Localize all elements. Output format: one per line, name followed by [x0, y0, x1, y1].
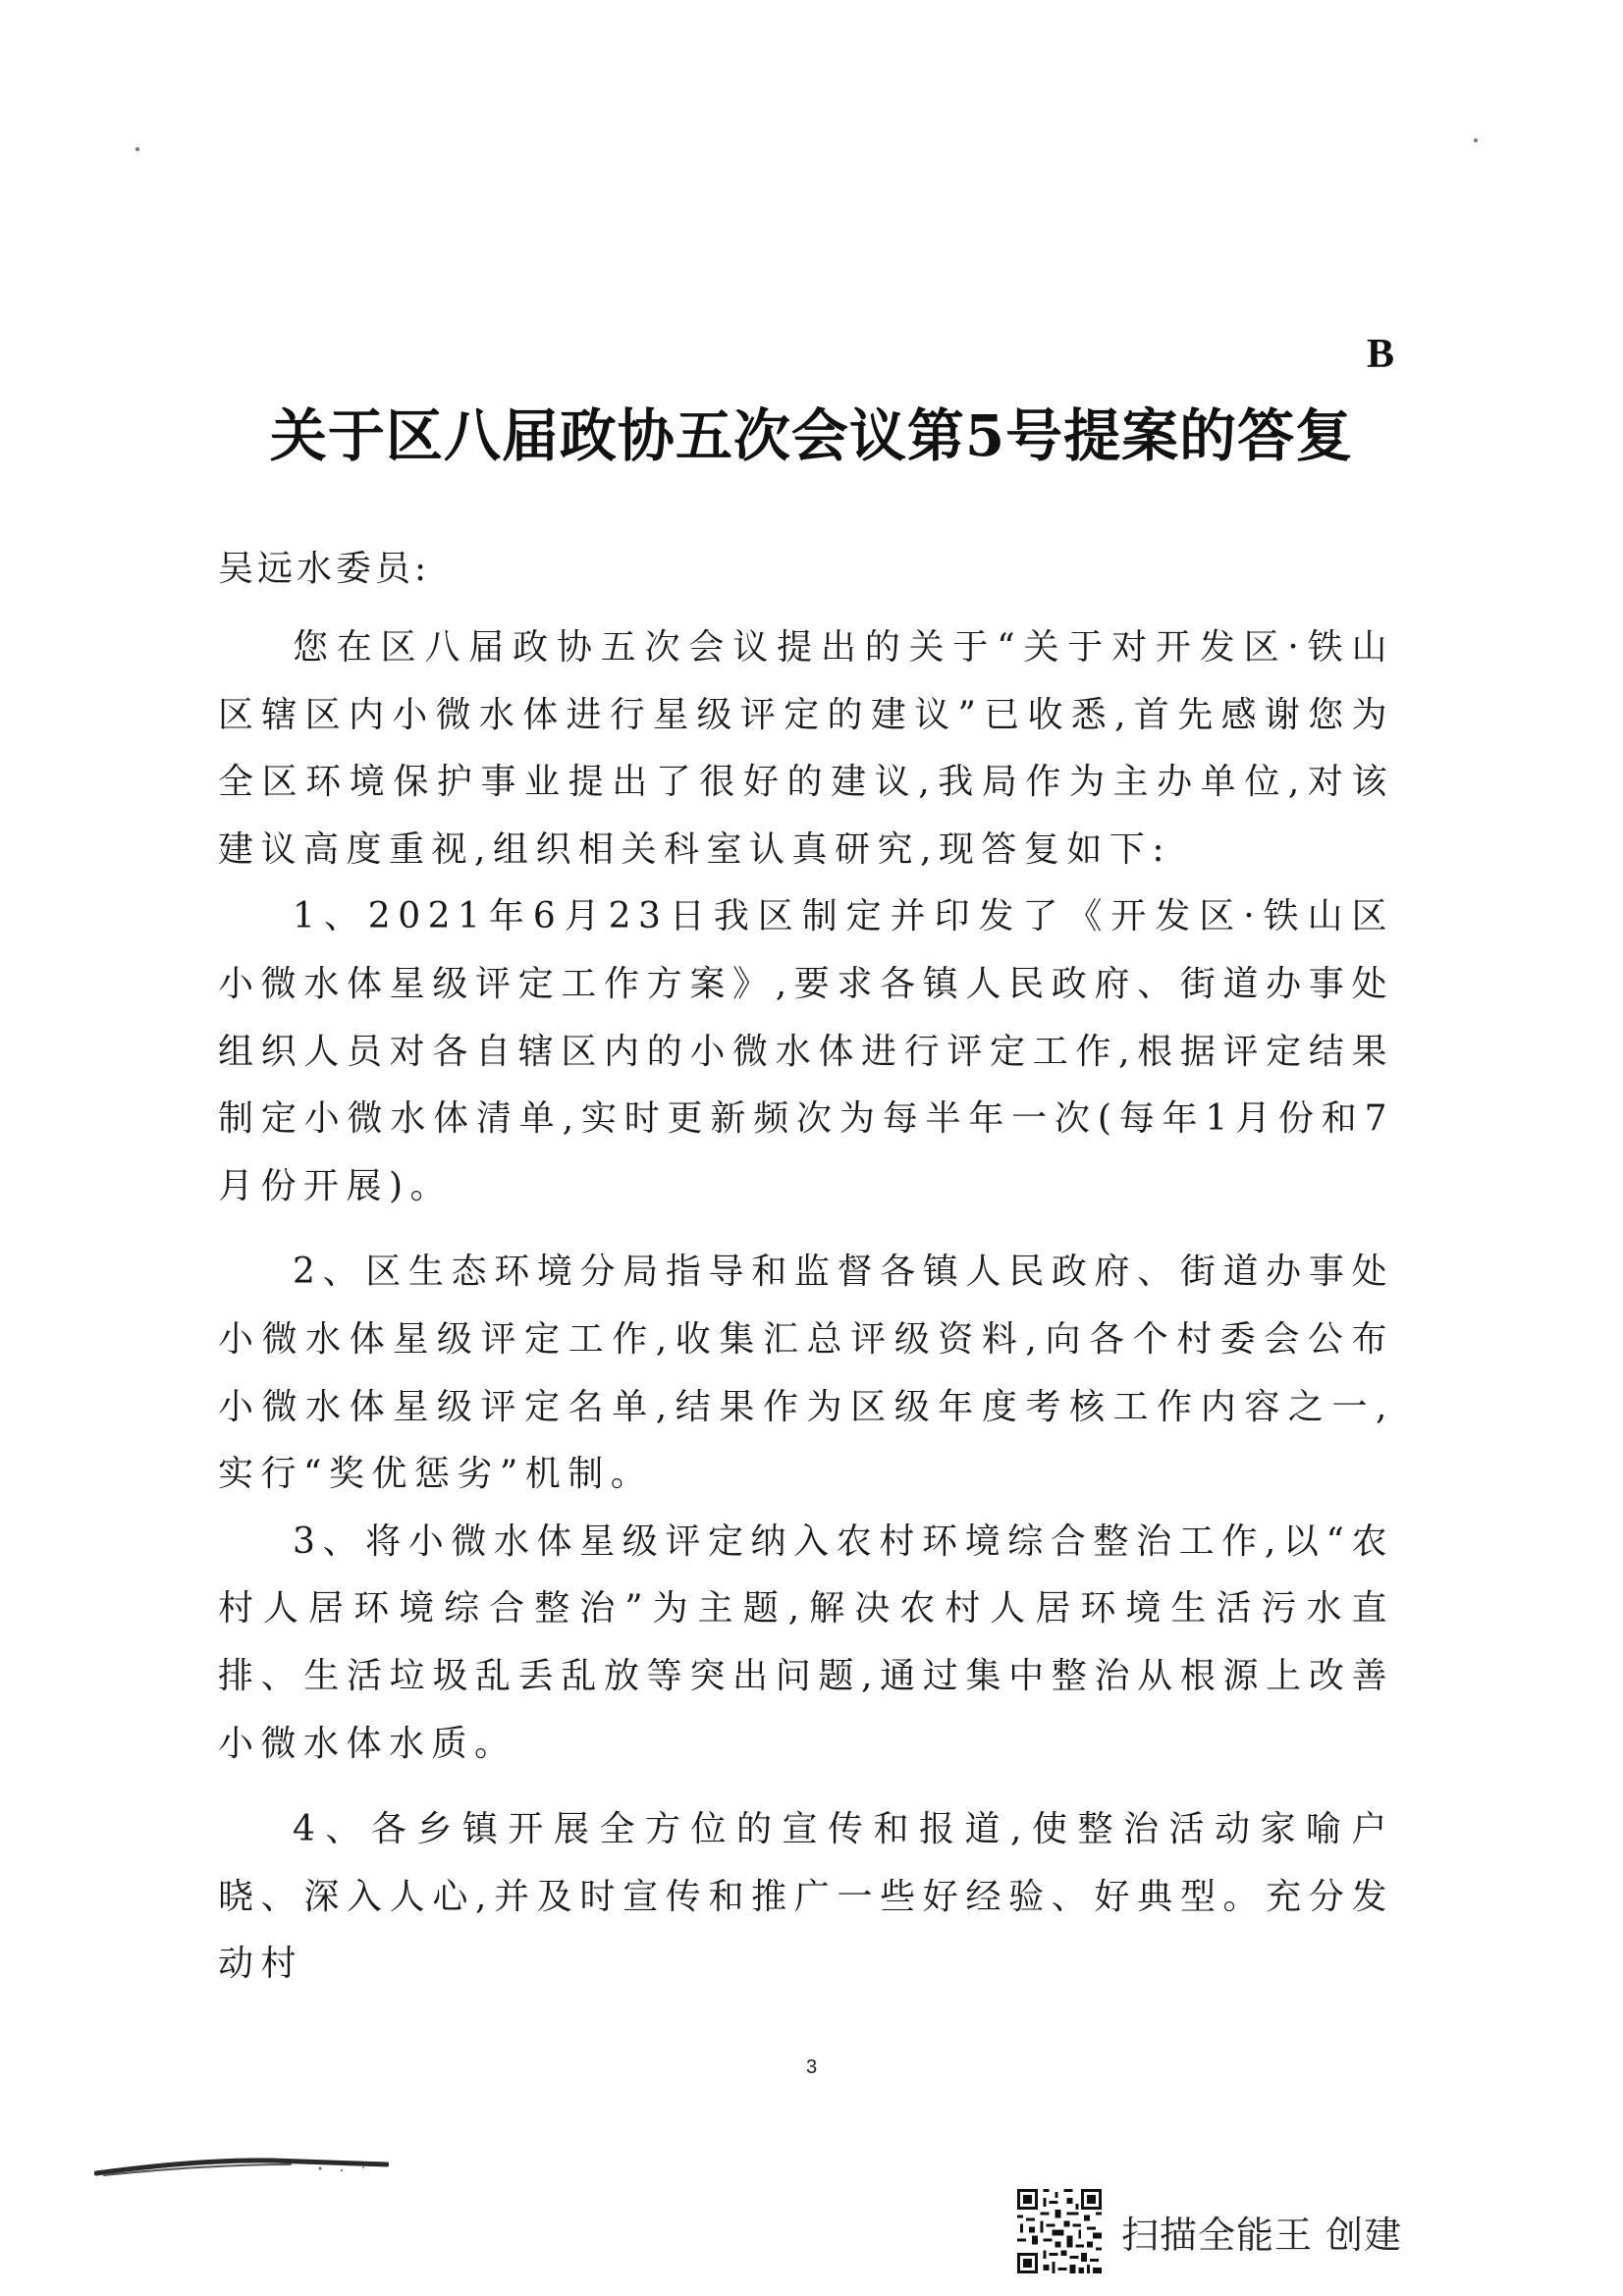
- paragraph-item-1: 1、2021年6月23日我区制定并印发了《开发区·铁山区小微水体星级评定工作方案》,要求各镇人民政府、街道办事处组织人员对各自辖区内的小微水体进行评定工作,根据评定结果制定小微水体清单,实时更新频次为每半年一次(每年1月份和7月份开展)。: [218, 896, 1394, 1206]
- paragraph-item-3: 3、将小微水体星级评定纳入农村环境综合整治工作,以“农村人居环境综合整治”为主题,解决农村人居环境生活污水直排、生活垃圾乱丢乱放等突出问题,通过集中整治从根源上改善小微水体水质。: [218, 1521, 1394, 1764]
- scan-smudge-mark: [94, 2156, 389, 2181]
- paragraph-item-2: 2、区生态环境分局指导和监督各镇人民政府、街道办事处小微水体星级评定工作,收集汇总评级资料,向各个村委会公布小微水体星级评定名单,结果作为区级年度考核工作内容之一,实行“奖优惩劣”机制。: [218, 1252, 1394, 1495]
- scanner-watermark: [1017, 2190, 1402, 2272]
- page-number: 3: [805, 2056, 818, 2078]
- qr-code-icon: [1017, 2189, 1102, 2273]
- scanner-watermark-text: 扫描全能王 创建: [1121, 2213, 1403, 2257]
- scan-speck: [1474, 138, 1478, 142]
- paragraph-intro: 您在区八届政协五次会议提出的关于“关于对开发区·铁山区辖区内小微水体进行星级评定的建议”已收悉,首先感谢您为全区环境保护事业提出了很好的建议,我局作为主办单位,对该建议高度重视,组织相关科室认真研究,现答复如下:: [218, 627, 1394, 870]
- scan-speck: [135, 147, 139, 151]
- paragraph-item-4: 4、各乡镇开展全方位的宣传和报道,使整治活动家喻户晓、深入人心,并及时宣传和推广一些好经验、好典型。充分发动村: [218, 1809, 1394, 1985]
- document-body: [218, 614, 1394, 1999]
- corner-mark: B: [1367, 332, 1395, 377]
- salutation: 吴远水委员:: [218, 549, 431, 589]
- document-title: 关于区八届政协五次会议第5号提案的答复: [269, 402, 1354, 469]
